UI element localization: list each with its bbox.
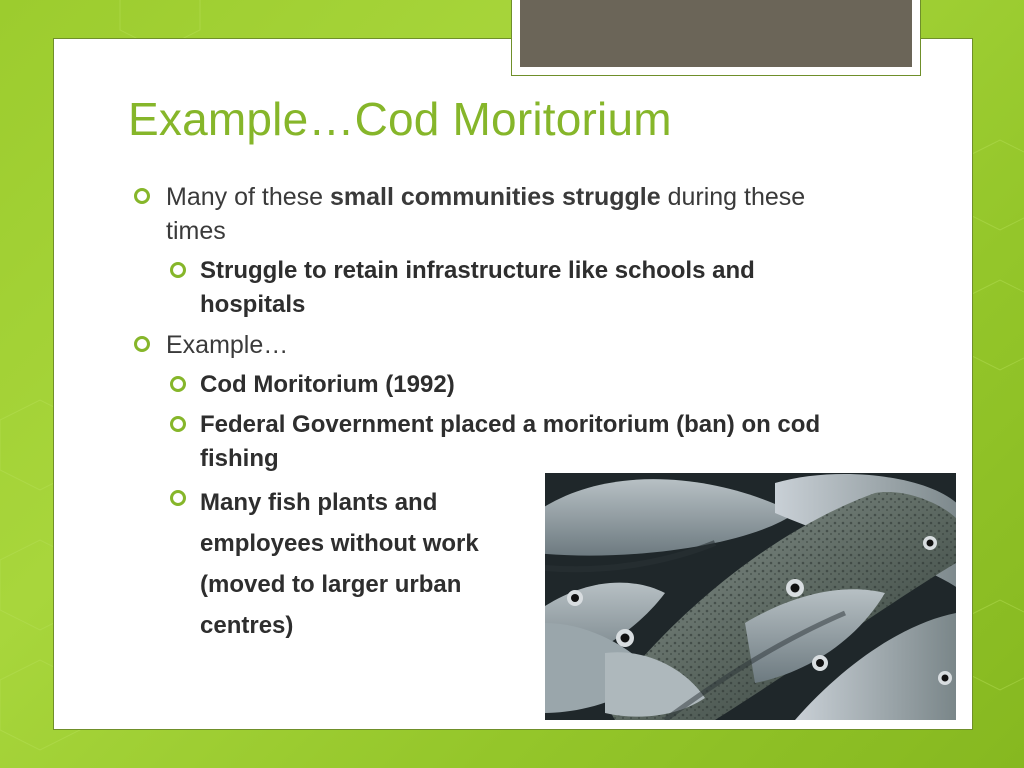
sub-bullet-text: Cod Moritorium (1992) [200, 371, 455, 398]
bullet-ring-icon [134, 336, 150, 352]
sub-bullet-item [130, 368, 860, 402]
bullet-ring-icon [170, 416, 186, 432]
sub-bullet-text: Federal Government placed a moritorium (ban) on cod fishing [200, 411, 821, 472]
bullet-ring-icon [170, 376, 186, 392]
bullet-text-bold: small communities struggle [329, 183, 661, 211]
bullet-item [130, 180, 860, 248]
sub-bullet-item [130, 254, 860, 322]
bullet-ring-icon [170, 490, 186, 506]
sub-bullet-text: Many fish plants and employees without work (moved to larger urban centres) [200, 489, 479, 639]
header-tab [511, 0, 921, 76]
fish-image-icon [545, 473, 956, 720]
bullet-text: Example… [166, 331, 289, 359]
cod-fish-photo [545, 473, 956, 720]
bullet-text-plain: Many of these [166, 183, 330, 211]
bullet-ring-icon [170, 262, 186, 278]
bullet-item [130, 328, 860, 362]
bullet-ring-icon [134, 188, 150, 204]
header-tab-fill [520, 0, 912, 67]
sub-bullet-text: Struggle to retain infrastructure like schools and hospitals [200, 257, 755, 318]
slide-title: Example…Cod Moritorium [128, 93, 672, 145]
sub-bullet-item [130, 408, 860, 476]
bullet-text-plain-end: during these times [166, 183, 806, 245]
